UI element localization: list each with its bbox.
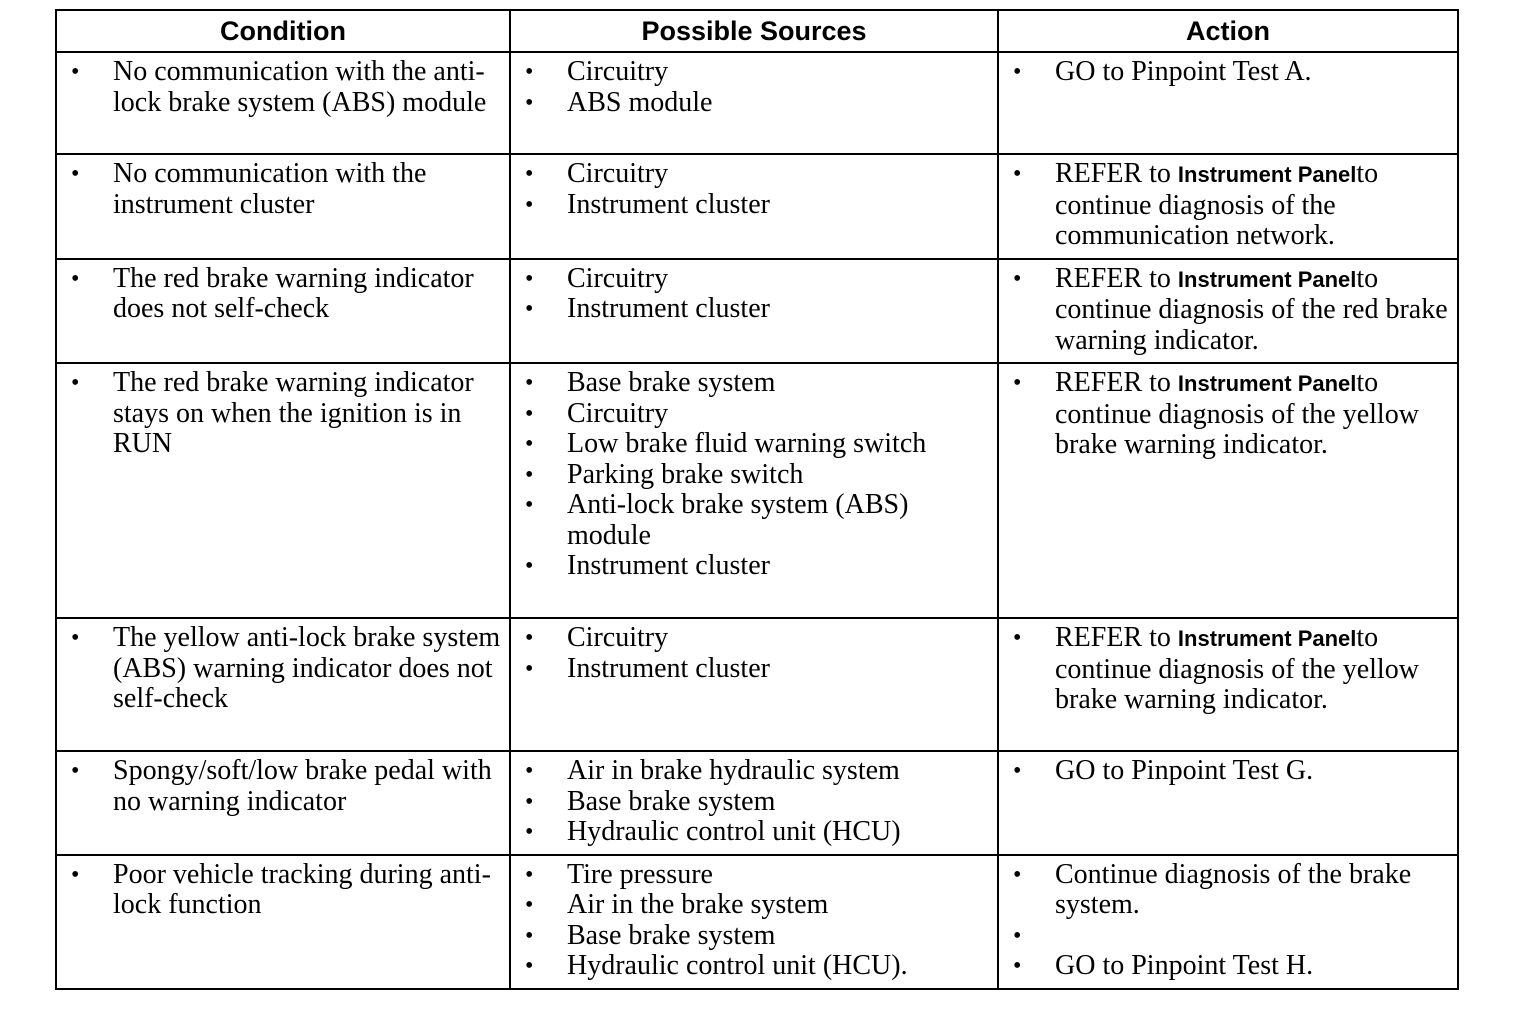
table-row: [56, 52, 1458, 154]
condition-cell: [56, 259, 510, 364]
header-action: Action: [998, 10, 1458, 52]
action-cell: [998, 52, 1458, 154]
condition-cell: [56, 363, 510, 618]
reference-link: Instrument Panel: [1177, 162, 1357, 187]
action-text: [999, 264, 1457, 357]
condition-text: • The yellow anti-lock brake system (ABS) warning indicator does not self-check: [57, 623, 509, 715]
reference-link: Instrument Panel: [1177, 626, 1357, 651]
action-text: [999, 159, 1457, 252]
action-pre: REFER to: [1055, 262, 1171, 294]
action-post: to continue diagnosis of the yellow brake warning indicator.: [1055, 622, 1419, 715]
source-item: • Base brake system: [511, 787, 997, 818]
sources-cell: [510, 259, 998, 364]
table-row: [56, 751, 1458, 855]
source-item: • Instrument cluster: [511, 551, 997, 582]
condition-cell: [56, 52, 510, 154]
sources-cell: [510, 154, 998, 259]
condition-cell: [56, 855, 510, 989]
condition-text: • The red brake warning indicator stays on when the ignition is in RUN: [57, 368, 509, 460]
source-item: • Circuitry: [511, 57, 997, 88]
source-item: • Instrument cluster: [511, 190, 997, 221]
action-post: to continue diagnosis of the yellow brake warning indicator.: [1055, 367, 1419, 460]
action-text: [999, 623, 1457, 716]
table-row: [56, 855, 1458, 989]
action-post: to continue diagnosis of the red brake warning indicator.: [1055, 262, 1448, 356]
action-text: [999, 368, 1457, 461]
source-item: • Circuitry: [511, 399, 997, 430]
source-item: • Hydraulic control unit (HCU): [511, 817, 997, 848]
diagnosis-table: [55, 9, 1459, 990]
action-cell: [998, 618, 1458, 751]
source-item: • Air in brake hydraulic system: [511, 756, 997, 787]
condition-cell: [56, 751, 510, 855]
action-text: [999, 860, 1457, 921]
condition-text: • The red brake warning indicator does not self-check: [57, 264, 509, 325]
condition-text: • No communication with the anti-lock brake system (ABS) module: [57, 57, 509, 118]
source-item: • Parking brake switch: [511, 460, 997, 491]
action-pre: REFER to: [1055, 158, 1171, 189]
source-item: • ABS module: [511, 88, 997, 119]
source-item: • Circuitry: [511, 623, 997, 654]
condition-cell: [56, 618, 510, 751]
source-item: • Hydraulic control unit (HCU).: [511, 951, 997, 982]
source-item: • Circuitry: [511, 264, 997, 295]
reference-link: Instrument Panel: [1177, 266, 1357, 292]
table-row: [56, 618, 1458, 751]
action-post: to continue diagnosis of the communication network.: [1055, 158, 1379, 251]
source-item: • Circuitry: [511, 159, 997, 190]
source-item: • Instrument cluster: [511, 654, 997, 685]
action-pre: GO to Pinpoint Test G.: [1055, 755, 1314, 786]
sources-cell: [510, 618, 998, 751]
sources-cell: [510, 52, 998, 154]
header-possible-sources: Possible Sources: [510, 10, 998, 52]
header-condition: Condition: [56, 10, 510, 52]
condition-cell: [56, 154, 510, 259]
action-cell: [998, 154, 1458, 259]
condition-text: • Spongy/soft/low brake pedal with no warning indicator: [57, 756, 509, 817]
source-item: • Instrument cluster: [511, 294, 997, 325]
table-row: [56, 154, 1458, 259]
sources-cell: [510, 751, 998, 855]
action-pre: GO to Pinpoint Test A.: [1055, 56, 1312, 87]
action-text: [999, 57, 1457, 88]
source-item: • Base brake system: [511, 921, 997, 952]
condition-text: • No communication with the instrument cluster: [57, 159, 509, 220]
sources-cell: [510, 855, 998, 989]
table-row: [56, 363, 1458, 618]
source-item: • Low brake fluid warning switch: [511, 429, 997, 460]
condition-text: • Poor vehicle tracking during anti-lock function: [57, 860, 509, 921]
source-item: • Air in the brake system: [511, 890, 997, 921]
source-item: • Tire pressure: [511, 860, 997, 891]
header-row: [56, 10, 1458, 52]
action-cell: [998, 259, 1458, 364]
reference-link: Instrument Panel: [1177, 371, 1357, 396]
action-cell: [998, 751, 1458, 855]
action-pre: REFER to: [1055, 622, 1171, 653]
sources-cell: [510, 363, 998, 618]
action-text-secondary: • GO to Pinpoint Test H.: [999, 951, 1457, 982]
action-cell: [998, 363, 1458, 618]
source-item: • Anti-lock brake system (ABS) module: [511, 490, 997, 551]
action-pre: REFER to: [1055, 367, 1171, 398]
source-item: • Base brake system: [511, 368, 997, 399]
table-row: [56, 259, 1458, 364]
action-cell: [998, 855, 1458, 989]
action-pre: Continue diagnosis of the brake system.: [1055, 858, 1412, 920]
action-text: [999, 756, 1457, 787]
